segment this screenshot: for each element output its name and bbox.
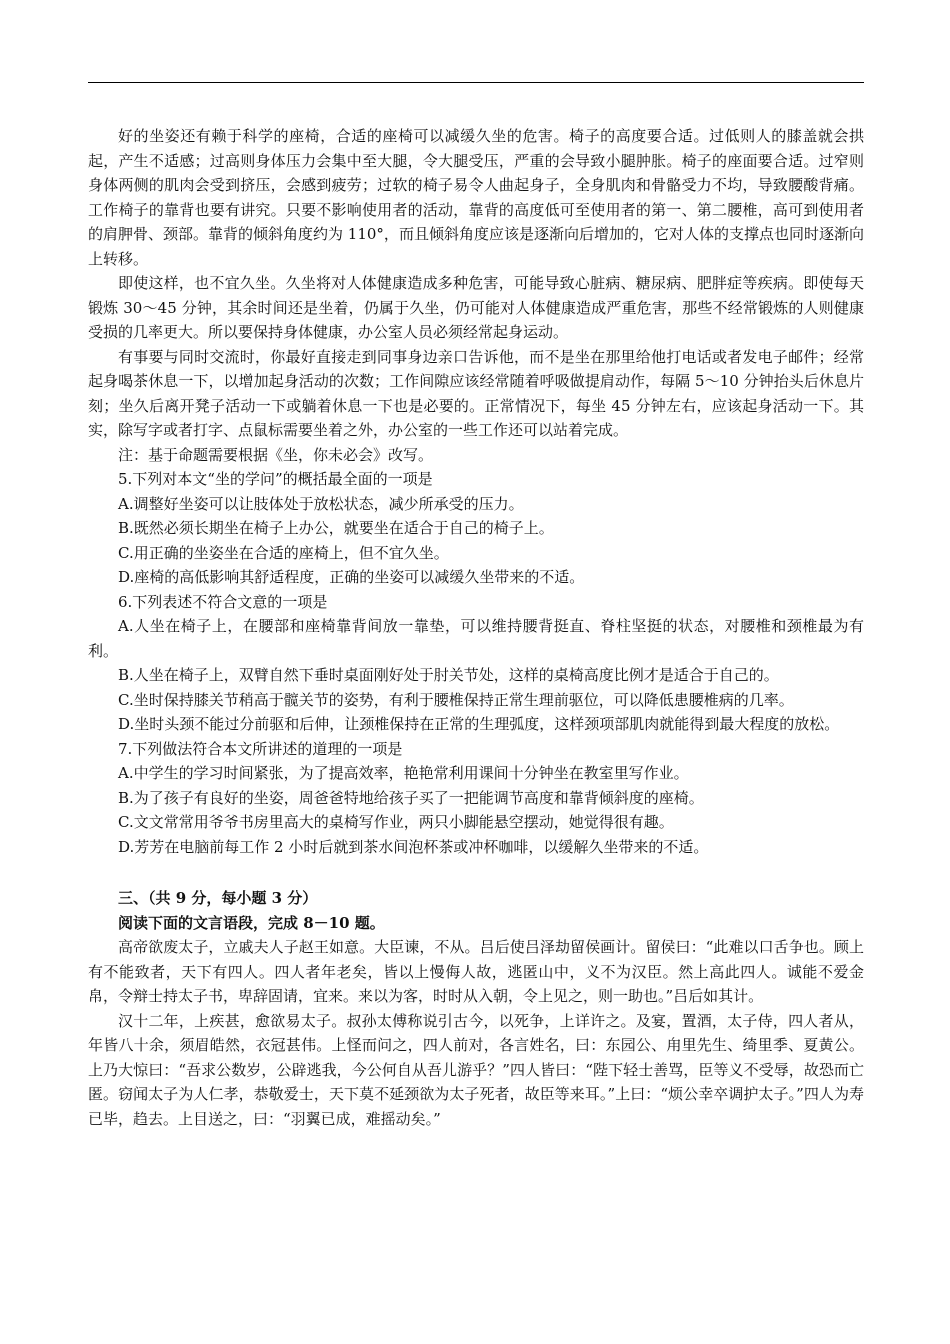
question-6-option-c: C.坐时保持膝关节稍高于髋关节的姿势，有利于腰椎保持正常生理前驱位，可以降低患腰椎病的几率。 bbox=[118, 690, 794, 709]
question-6-option-a: A.人坐在椅子上，在腰部和座椅靠背间放一靠垫，可以维持腰背挺直、脊柱坚挺的状态，对腰椎和颈椎最为有利。 bbox=[88, 617, 864, 660]
question-7-option-d: D.芳芳在电脑前每工作 2 小时后就到茶水间泡杯茶或冲杯咖啡，以缓解久坐带来的不适。 bbox=[118, 837, 709, 856]
passage-paragraph-3: 有事要与同时交流时，你最好直接走到同事身边亲口告诉他，而不是坐在那里给他打电话或者发电子邮件；经常起身喝茶休息一下，以增加起身活动的次数；工作间隙应该经常随着呼吸做提肩动作，每隔 5～10 分钟抬头后休息片刻；坐久后离开凳子活动一下或躺着休息一下也是必要的。正常情况下，每坐 45 分钟左右，应该起身活动一下。其实，除写字或者打字、点鼠标需要坐着之外，办公室的一些工作还可以站着完成。 bbox=[88, 347, 864, 439]
classical-paragraph-2: 汉十二年，上疾甚，愈欲易太子。叔孙太傅称说引古今，以死争，上详许之。及宴，置酒，太子侍，四人者从，年皆八十余，须眉皓然，衣冠甚伟。上怪而问之，四人前对，各言姓名，曰：东园公、甪里先生、绮里季、夏黄公。上乃大惊曰：“吾求公数岁，公辟逃我，今公何自从吾儿游乎？”四人皆曰：“陛下轻士善骂，臣等义不受辱，故恐而亡匿。窃闻太子为人仁孝，恭敬爱士，天下莫不延颈欲为太子死者，故臣等来耳。”上曰：“烦公幸卒调护太子。”四人为寿已毕，趋去。上目送之，曰：“羽翼已成，难摇动矣。” bbox=[88, 1011, 864, 1128]
section-spacer bbox=[88, 859, 864, 886]
question-5-option-a: A.调整好坐姿可以让肢体处于放松状态，减少所承受的压力。 bbox=[118, 494, 524, 513]
classical-paragraph-1: 高帝欲废太子，立戚夫人子赵王如意。大臣谏，不从。吕后使吕泽劫留侯画计。留侯曰：“此难以口舌争也。顾上有不能致者，天下有四人。四人者年老矣，皆以上慢侮人故，逃匿山中，义不为汉臣。然上高此四人。诚能不爱金帛，令辩士持太子书，卑辞固请，宜来。来以为客，时时从入朝，令上见之，则一助也。”吕后如其计。 bbox=[88, 938, 864, 1005]
question-5-option-b: B.既然必须长期坐在椅子上办公，就要坐在适合于自己的椅子上。 bbox=[118, 519, 554, 537]
passage-paragraph-2: 即使这样，也不宜久坐。久坐将对人体健康造成多种危害，可能导致心脏病、糖尿病、肥胖症等疾病。即使每天锻炼 30～45 分钟，其余时间还是坐着，仍属于久坐，仍可能对人体健康造成严重危害，那些不经常锻炼的人则健康受损的几率更大。所以要保持身体健康，办公室人员必须经常起身运动。 bbox=[88, 274, 864, 341]
document-body bbox=[88, 124, 864, 1131]
question-7-stem: 7.下列做法符合本文所讲述的道理的一项是 bbox=[118, 739, 403, 758]
section-3-heading: 三、（共 9 分，每小题 3 分） bbox=[118, 889, 318, 907]
question-5-stem: 5.下列对本文“坐的学问”的概括最全面的一项是 bbox=[118, 470, 433, 488]
section-3-instruction: 阅读下面的文言语段，完成 8－10 题。 bbox=[118, 913, 385, 932]
source-note: 注：基于命题需要根据《坐，你未必会》改写。 bbox=[118, 445, 434, 464]
passage-paragraph-1: 好的坐姿还有赖于科学的座椅，合适的座椅可以减缓久坐的危害。椅子的高度要合适。过低则人的膝盖就会拱起，产生不适感；过高则身体压力会集中至大腿，令大腿受压，严重的会导致小腿肿胀。椅子的座面要合适。过窄则身体两侧的肌肉会受到挤压，会感到疲劳；过软的椅子易令人曲起身子，全身肌肉和骨骼受力不均，导致腰酸背痛。工作椅子的靠背也要有讲究。只要不影响使用者的活动，靠背的高度低可至使用者的第一、第二腰椎，高可到使用者的肩胛骨、颈部。靠背的倾斜角度约为 110°，而且倾斜角度应该是逐渐向后增加的，它对人体的支撑点也同时逐渐向上转移。 bbox=[88, 127, 864, 268]
question-5-option-d: D.座椅的高低影响其舒适程度，正确的坐姿可以减缓久坐带来的不适。 bbox=[118, 568, 585, 586]
question-6-option-b: B.人坐在椅子上，双臂自然下垂时桌面刚好处于肘关节处，这样的桌椅高度比例才是适合于自己的。 bbox=[118, 666, 779, 684]
question-5-option-c: C.用正确的坐姿坐在合适的座椅上，但不宜久坐。 bbox=[118, 543, 449, 562]
question-7-option-a: A.中学生的学习时间紧张，为了提高效率，艳艳常利用课间十分钟坐在教室里写作业。 bbox=[118, 764, 689, 782]
question-7-option-b: B.为了孩子有良好的坐姿，周爸爸特地给孩子买了一把能调节高度和靠背倾斜度的座椅。 bbox=[118, 788, 704, 807]
question-6-stem: 6.下列表述不符合文意的一项是 bbox=[118, 592, 328, 611]
header-rule bbox=[88, 82, 864, 83]
question-7-option-c: C.文文常常用爷爷书房里高大的桌椅写作业，两只小脚能悬空摆动，她觉得很有趣。 bbox=[118, 813, 674, 831]
question-6-option-d: D.坐时头颈不能过分前驱和后伸，让颈椎保持在正常的生理弧度，这样颈项部肌肉就能得到最大程度的放松。 bbox=[118, 715, 840, 733]
